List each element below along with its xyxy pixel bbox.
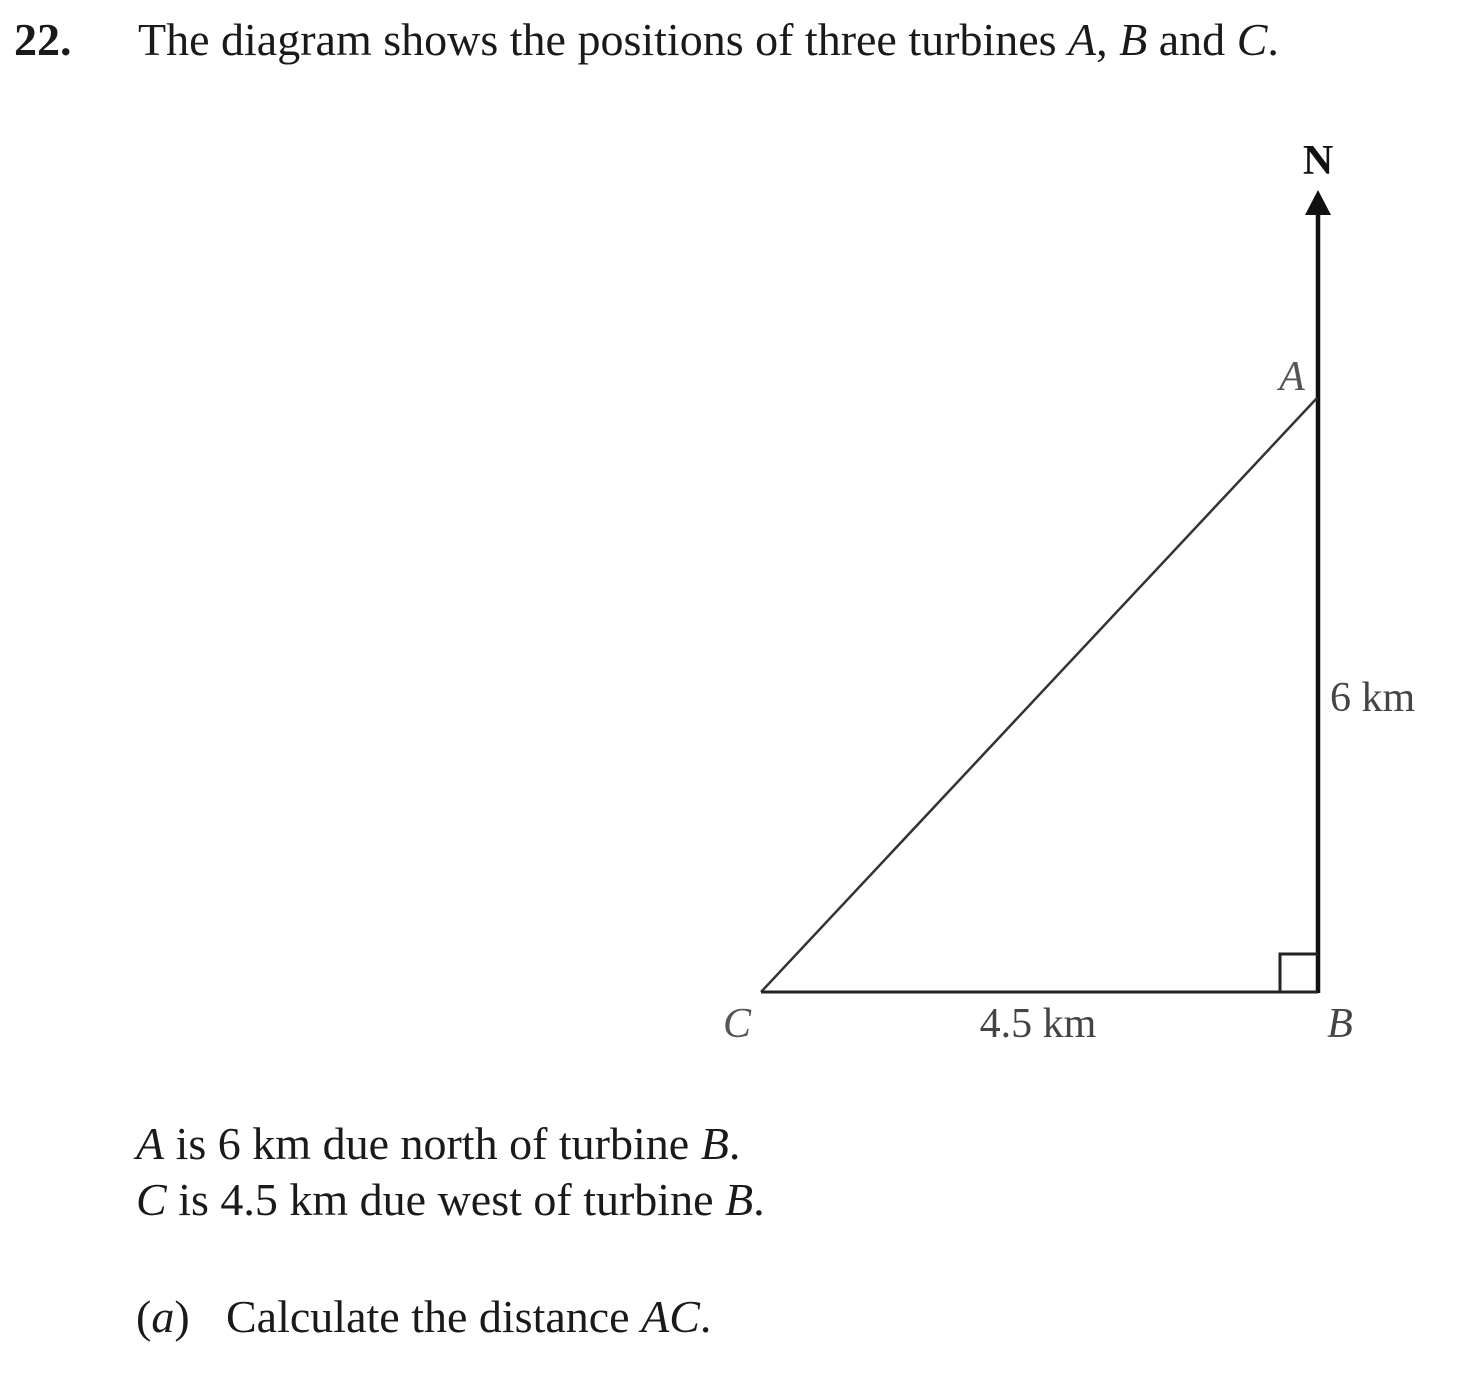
part-a [136,1287,711,1347]
statement-subject: C [136,1174,167,1225]
ab-length-label: 6 km [1330,675,1416,721]
statement-end: . [753,1174,765,1225]
part-a-label [136,1287,226,1347]
statement-subject: A [136,1118,165,1169]
side-ca [761,398,1317,992]
part-a-label-open: ( [136,1291,152,1342]
part-a-text: Calculate the distance [226,1291,642,1342]
statement-end: . [728,1118,741,1169]
cb-length-label: 4.5 km [979,1001,1097,1047]
part-a-end: . [699,1291,712,1342]
intro-end: . [1267,14,1279,65]
intro-var-a: A [1068,14,1097,65]
part-a-label-letter: a [151,1291,175,1342]
intro-var-b: B [1119,14,1148,65]
north-label: N [1302,138,1334,184]
statement-object: B [725,1174,754,1225]
question-number: 22. [14,14,72,65]
vertex-a-label: A [1279,354,1305,400]
part-a-label-close: ) [174,1291,190,1342]
statement-text: is 4.5 km due west of turbine [166,1174,725,1225]
statement-a-north-of-b [136,1116,740,1172]
statement-text: is 6 km due north of turbine [164,1118,701,1169]
part-a-var: AC [641,1291,700,1342]
intro-sep-2: and [1147,14,1237,65]
intro-var-c: C [1236,14,1268,65]
north-arrow-head [1305,190,1331,215]
intro-sep-1: , [1096,14,1120,65]
vertex-c-label: C [722,1001,752,1047]
statement-c-west-of-b [136,1172,765,1228]
vertex-b-label: B [1327,1001,1353,1047]
statement-object: B [700,1118,729,1169]
intro-text: The diagram shows the positions of three turbines [138,14,1069,65]
right-angle-marker [1280,954,1318,992]
